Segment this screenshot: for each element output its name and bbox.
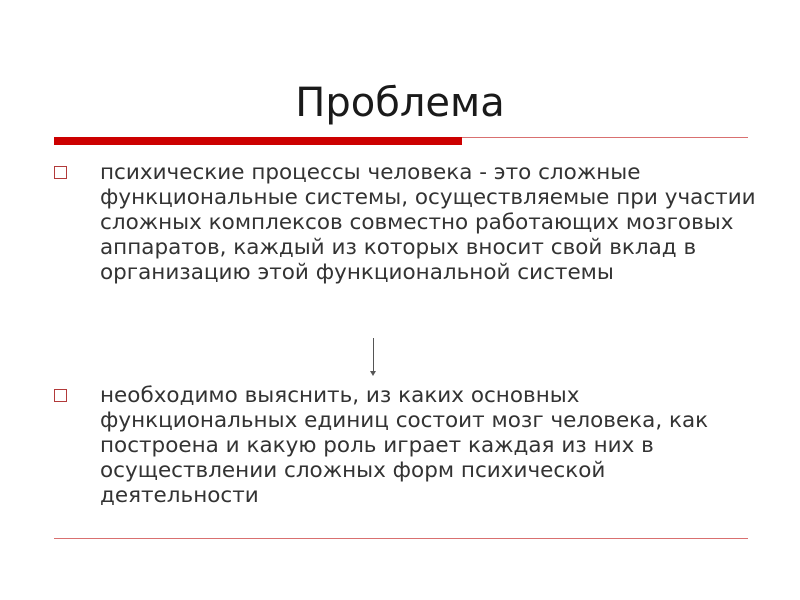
hollow-square-bullet-icon [54,389,67,402]
mouse-pointer-icon [373,338,374,372]
footer-divider [54,538,748,539]
bullet-text-2: необходимо выяснить, из каких основных функциональных единиц состоит мозг человека, как построена и какую роль играет каждая из них в осуществлении сложных форм психической деятельности [100,383,709,508]
mouse-pointer-head-icon [370,371,376,376]
bullet-text-1: психические процессы человека - это сложные функциональные системы, осуществляемые при участии сложных комплексов совместно работающих мозговых аппаратов, каждый из которых вносит свой вклад в организацию этой функциональной системы [100,160,756,285]
slide-title: Проблема [295,80,505,126]
hollow-square-bullet-icon [54,166,67,179]
title-underline-accent [54,137,462,145]
